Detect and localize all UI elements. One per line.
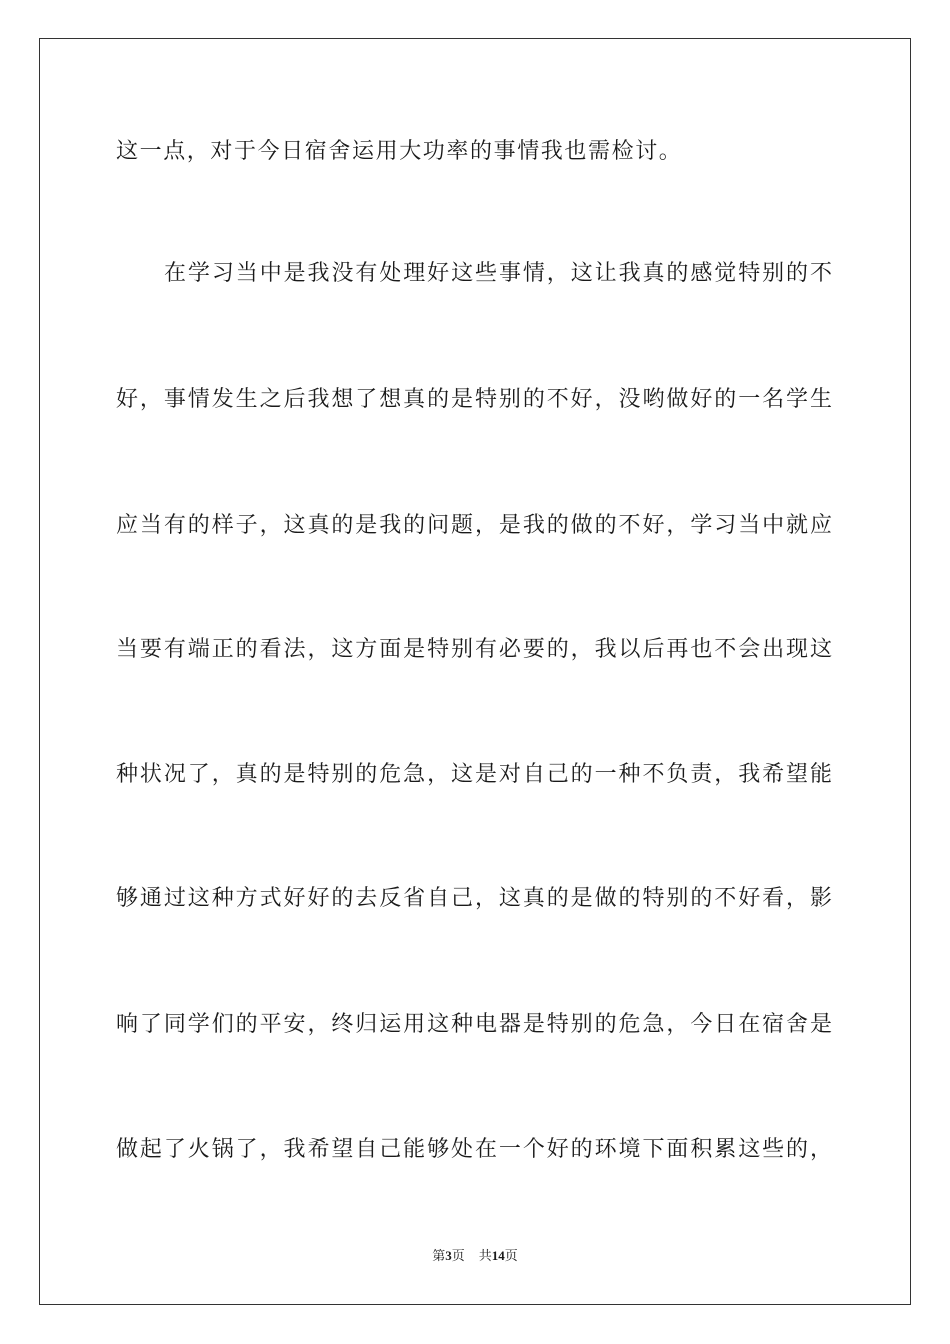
page-footer	[0, 1247, 950, 1265]
page-current: 3	[445, 1248, 452, 1263]
page-border	[39, 38, 911, 1305]
text-line-8: 响了同学们的平安，终归运用这种电器是特别的危急，今日在宿舍是	[116, 1012, 832, 1037]
text-line-9: 做起了火锅了，我希望自己能够处在一个好的环境下面积累这些的，	[116, 1137, 832, 1162]
total-suffix: 页	[504, 1248, 518, 1263]
total-prefix: 共	[478, 1248, 492, 1263]
text-line-1: 这一点，对于今日宿舍运用大功率的事情我也需检讨。	[116, 139, 683, 164]
text-line-5: 当要有端正的看法，这方面是特别有必要的，我以后再也不会出现这	[116, 637, 832, 662]
text-line-2: 在学习当中是我没有处理好这些事情，这让我真的感觉特别的不	[164, 261, 832, 286]
page-suffix: 页	[451, 1248, 465, 1263]
page-prefix: 第	[432, 1248, 446, 1263]
text-line-4: 应当有的样子，这真的是我的问题，是我的做的不好，学习当中就应	[116, 513, 832, 538]
text-line-7: 够通过这种方式好好的去反省自己，这真的是做的特别的不好看，影	[116, 886, 832, 911]
page-total: 14	[491, 1248, 505, 1263]
text-line-3: 好，事情发生之后我想了想真的是特别的不好，没哟做好的一名学生	[116, 387, 832, 412]
text-line-6: 种状况了，真的是特别的危急，这是对自己的一种不负责，我希望能	[116, 762, 832, 787]
